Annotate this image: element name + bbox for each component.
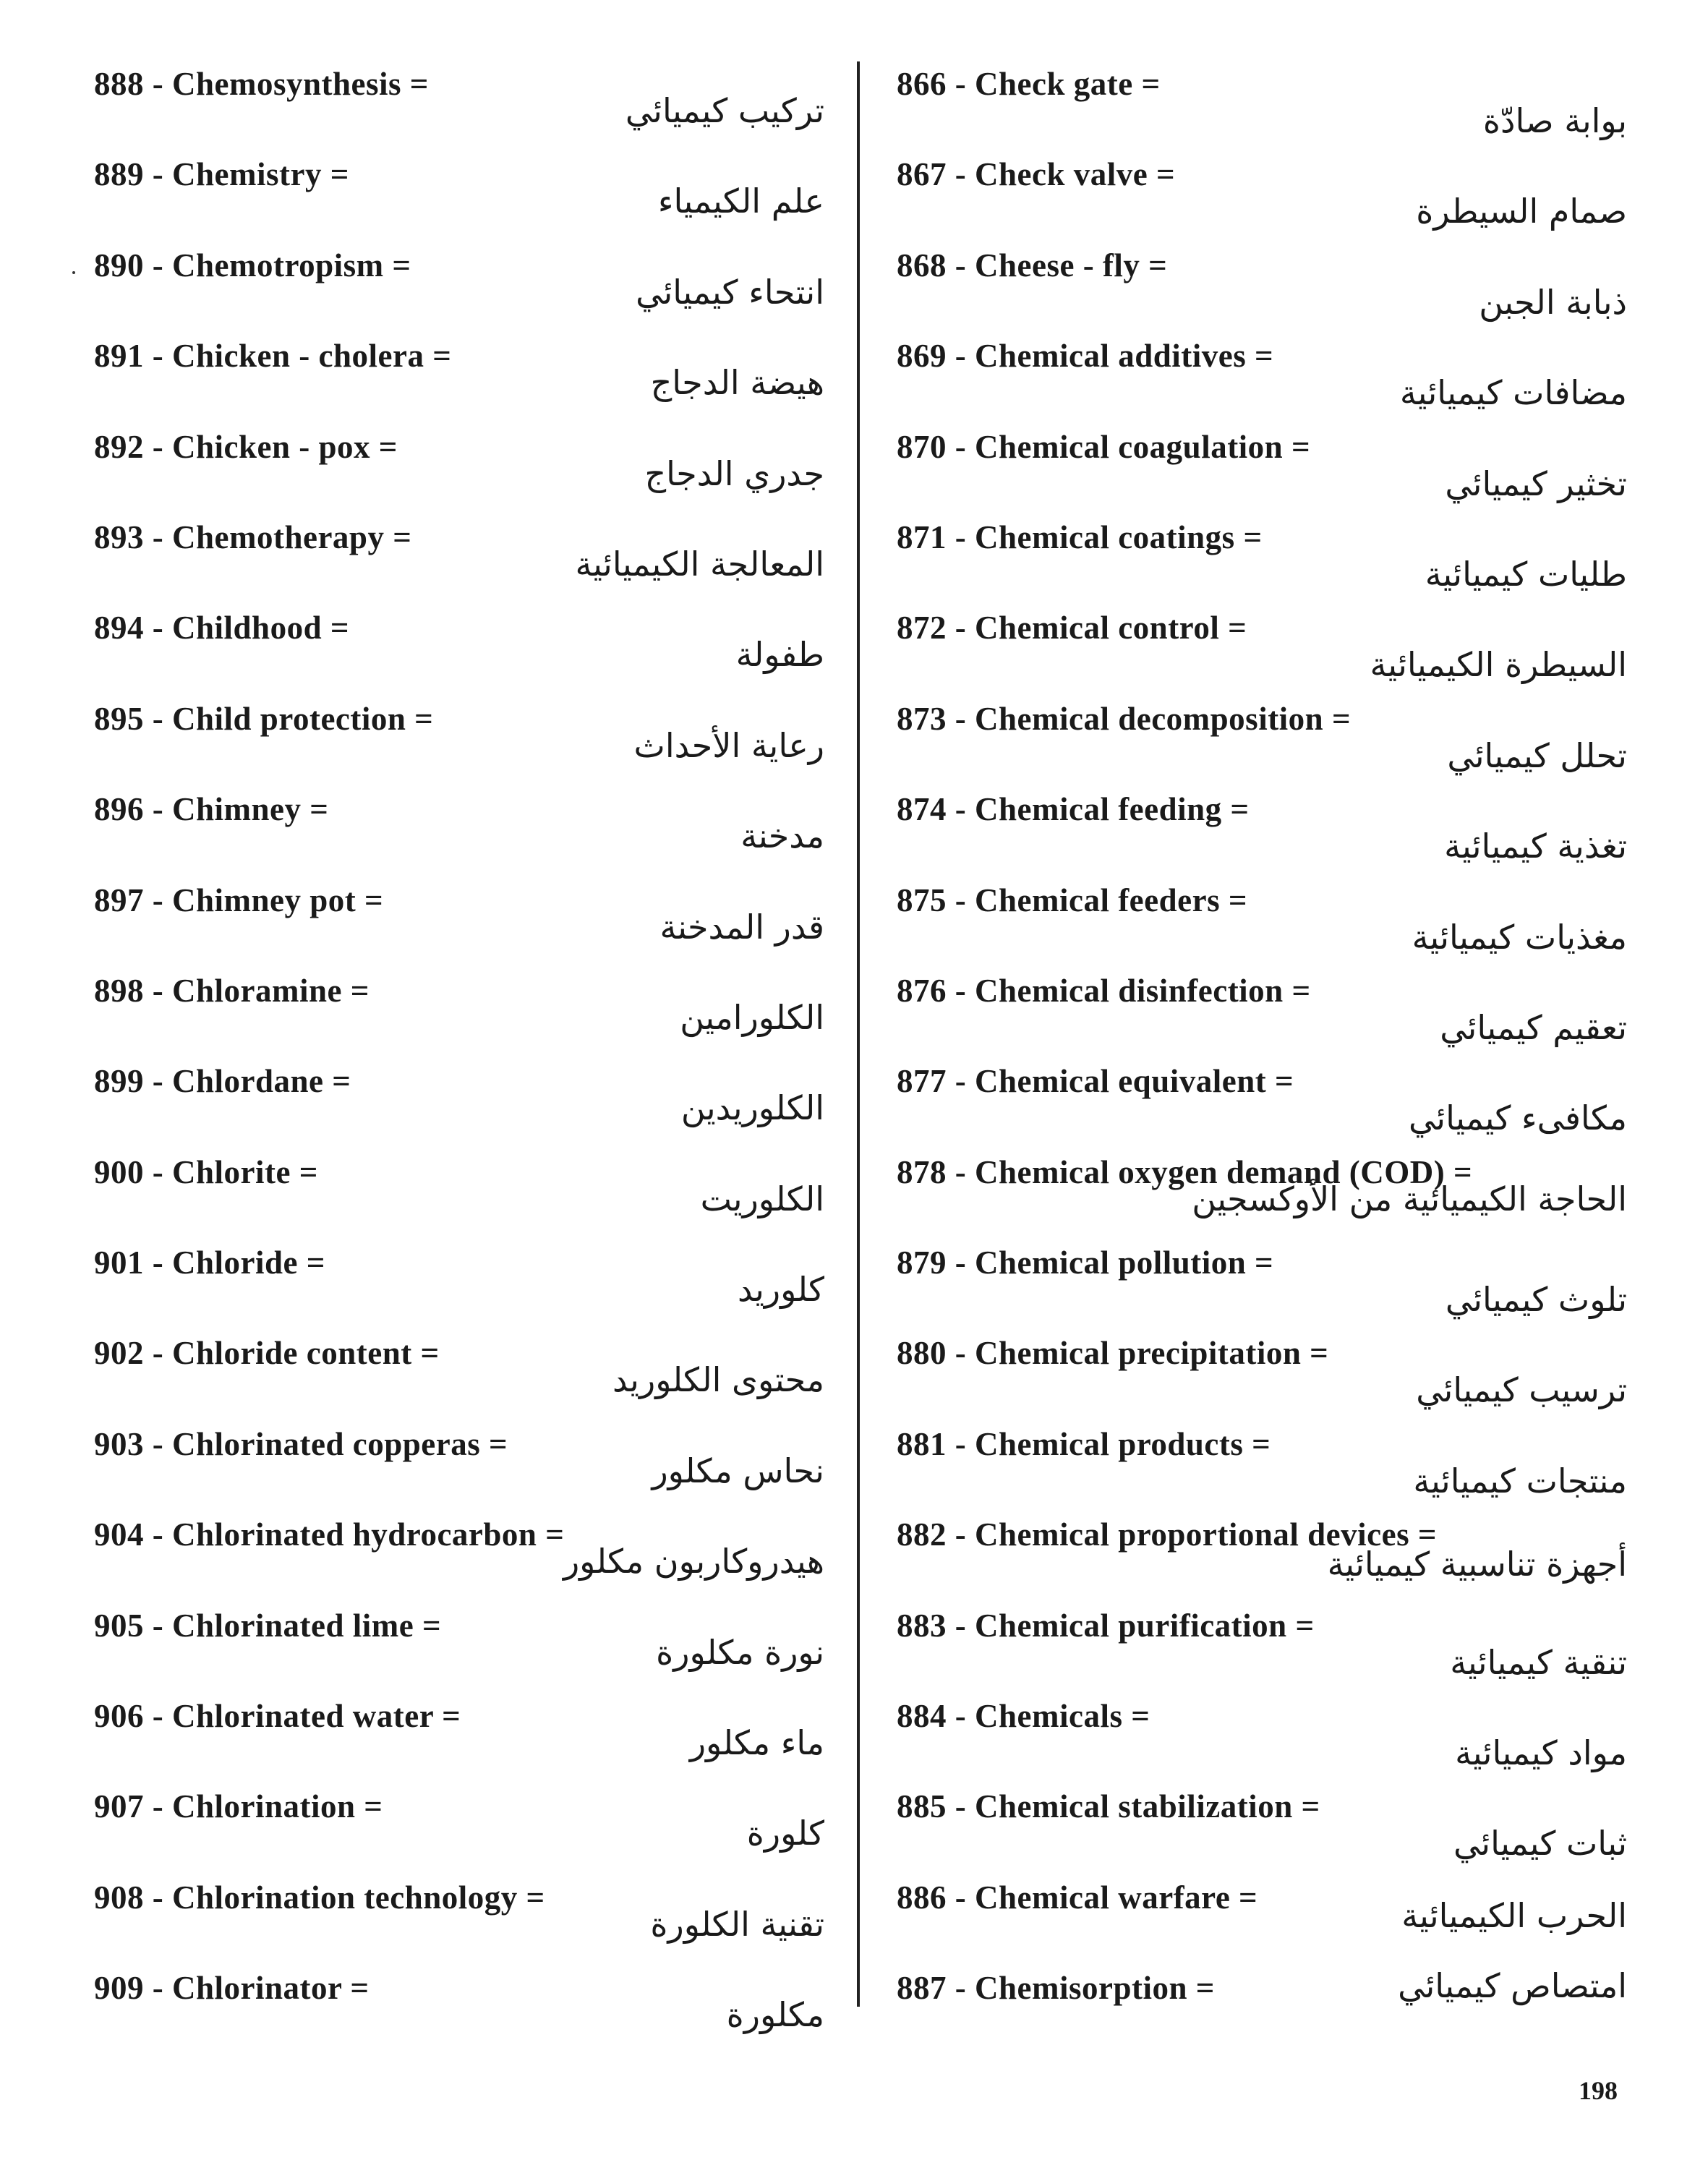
arabic-term: الكلورامين [680, 997, 824, 1037]
english-term: 872 - Chemical control = [897, 610, 1247, 646]
arabic-term: رعاية الأحداث [633, 725, 824, 765]
english-term: 869 - Chemical additives = [897, 338, 1274, 375]
glossary-entry [897, 155, 1627, 246]
arabic-term: مغذيات كيميائية [1412, 917, 1627, 957]
arabic-term: الكلوريت [700, 1179, 824, 1218]
right-column [897, 65, 1627, 2060]
arabic-term: مواد كيميائية [1455, 1733, 1627, 1773]
english-term: 866 - Check gate = [897, 66, 1161, 102]
page-number: 198 [1579, 2076, 1618, 2105]
glossary-entry [897, 518, 1627, 609]
english-term: 884 - Chemicals = [897, 1698, 1150, 1735]
english-term: 891 - Chicken - cholera = [94, 338, 452, 375]
glossary-entry [94, 518, 824, 609]
glossary-entry [897, 1153, 1627, 1244]
english-term: 871 - Chemical coatings = [897, 518, 1263, 555]
english-term: 881 - Chemical products = [897, 1425, 1271, 1462]
arabic-term: علم الكيمياء [657, 182, 824, 221]
arabic-term: السيطرة الكيميائية [1370, 645, 1627, 685]
arabic-term: هيدروكاربون مكلور [563, 1542, 824, 1581]
arabic-term: ذبابة الجبن [1479, 282, 1627, 322]
arabic-term: تقنية الكلورة [650, 1904, 824, 1944]
english-term: 875 - Chemical feeders = [897, 881, 1248, 918]
glossary-entry [94, 1516, 824, 1606]
glossary-entry [897, 1062, 1627, 1153]
glossary-entry [897, 1607, 1627, 1697]
arabic-term: تغذية كيميائية [1444, 827, 1627, 866]
arabic-term: انتحاء كيميائي [636, 272, 824, 312]
arabic-term: أجهزة تناسبية كيميائية [1327, 1545, 1627, 1584]
left-column [94, 65, 824, 2060]
glossary-entry [94, 700, 824, 790]
english-term: 898 - Chloramine = [94, 972, 370, 1009]
english-term: 892 - Chicken - pox = [94, 428, 398, 465]
english-term: 902 - Chloride content = [94, 1335, 440, 1372]
english-term: 899 - Chlordane = [94, 1063, 351, 1100]
english-term: 908 - Chlorination technology = [94, 1879, 545, 1916]
english-term: 868 - Cheese - fly = [897, 247, 1168, 283]
glossary-entry [94, 65, 824, 155]
arabic-term: ثبات كيميائي [1453, 1824, 1627, 1864]
english-term: 885 - Chemical stabilization = [897, 1788, 1320, 1825]
glossary-entry [897, 881, 1627, 972]
glossary-entry [897, 1879, 1627, 1969]
arabic-term: نحاس مكلور [652, 1451, 824, 1490]
arabic-term: الكلوريدين [680, 1088, 824, 1128]
arabic-term: نورة مكلورة [656, 1632, 824, 1672]
arabic-term: الحرب الكيميائية [1401, 1895, 1627, 1935]
english-term: 883 - Chemical purification = [897, 1607, 1315, 1644]
english-term: 893 - Chemotherapy = [94, 518, 412, 555]
glossary-entry [94, 1969, 824, 2059]
english-term: 909 - Chlorinator = [94, 1970, 370, 2007]
english-term: 873 - Chemical decomposition = [897, 700, 1352, 737]
arabic-term: تركيب كيميائي [625, 91, 824, 130]
english-term: 907 - Chlorination = [94, 1788, 383, 1825]
english-term: 876 - Chemical disinfection = [897, 972, 1311, 1009]
glossary-entry [94, 337, 824, 427]
english-term: 903 - Chlorinated copperas = [94, 1425, 508, 1462]
glossary-entry [897, 1425, 1627, 1516]
english-term: 878 - Chemical oxygen demand (COD) = [897, 1153, 1473, 1190]
glossary-entry [897, 1334, 1627, 1425]
english-term: 888 - Chemosynthesis = [94, 66, 429, 102]
arabic-term: طليات كيميائية [1425, 554, 1627, 594]
glossary-entry [94, 428, 824, 518]
arabic-term: كلورة [746, 1814, 824, 1853]
glossary-entry [897, 1788, 1627, 1878]
english-term: 897 - Chimney pot = [94, 881, 384, 918]
arabic-term: مضافات كيميائية [1399, 373, 1627, 413]
glossary-entry [94, 1607, 824, 1697]
glossary-entry [897, 428, 1627, 518]
glossary-entry [897, 1516, 1627, 1606]
glossary-entry [897, 1697, 1627, 1788]
glossary-entry [94, 247, 824, 337]
arabic-term: الحاجة الكيميائية من الأوكسجين [1192, 1179, 1627, 1218]
glossary-entry [94, 609, 824, 699]
arabic-term: صمام السيطرة [1416, 192, 1627, 231]
arabic-term: محتوى الكلوريد [612, 1360, 824, 1400]
glossary-entry [94, 1334, 824, 1425]
english-term: 894 - Childhood = [94, 610, 349, 646]
glossary-entry [94, 790, 824, 881]
english-term: 901 - Chloride = [94, 1245, 325, 1281]
english-term: 890 - Chemotropism = [94, 247, 411, 283]
arabic-term: المعالجة الكيميائية [575, 544, 824, 584]
english-term: 900 - Chlorite = [94, 1153, 318, 1190]
glossary-entry [94, 1153, 824, 1244]
english-term: 905 - Chlorinated lime = [94, 1607, 442, 1644]
glossary-entry [94, 155, 824, 246]
glossary-entry [94, 881, 824, 972]
english-term: 906 - Chlorinated water = [94, 1698, 461, 1735]
arabic-term: منتجات كيميائية [1413, 1461, 1627, 1501]
glossary-entry [94, 1062, 824, 1153]
glossary-entry [897, 972, 1627, 1062]
english-term: 896 - Chimney = [94, 791, 329, 828]
arabic-term: كلوريد [737, 1270, 824, 1310]
glossary-entry [94, 1879, 824, 1969]
glossary-entry [94, 1697, 824, 1788]
english-term: 867 - Check valve = [897, 156, 1176, 193]
glossary-entry [94, 972, 824, 1062]
glossary-entry [897, 790, 1627, 881]
arabic-term: مكافىء كيميائي [1408, 1098, 1627, 1138]
glossary-entry [897, 609, 1627, 699]
glossary-entry [897, 247, 1627, 337]
glossary-entry [897, 65, 1627, 155]
glossary-entry [897, 1966, 1627, 2059]
english-term: 870 - Chemical coagulation = [897, 428, 1311, 465]
arabic-term: مدخنة [740, 816, 824, 856]
arabic-term: ماء مكلور [689, 1723, 824, 1763]
arabic-term: تعقيم كيميائي [1440, 1007, 1627, 1047]
english-term: 877 - Chemical equivalent = [897, 1063, 1294, 1100]
english-term: 889 - Chemistry = [94, 156, 349, 193]
english-term: 874 - Chemical feeding = [897, 791, 1250, 828]
arabic-term: هيضة الدجاج [650, 363, 824, 403]
arabic-term: تلوث كيميائي [1445, 1280, 1627, 1320]
column-divider [857, 61, 860, 2007]
english-term: 904 - Chlorinated hydrocarbon = [94, 1516, 565, 1553]
glossary-entry [94, 1425, 824, 1516]
arabic-term: طفولة [735, 635, 824, 675]
arabic-term: تحلل كيميائي [1447, 735, 1627, 775]
glossary-entry [897, 700, 1627, 790]
english-term: 879 - Chemical pollution = [897, 1245, 1274, 1281]
arabic-term: مكلورة [726, 1995, 824, 2035]
scan-speck [72, 271, 75, 274]
english-term: 882 - Chemical proportional devices = [897, 1516, 1438, 1553]
arabic-term: تخثير كيميائي [1445, 464, 1627, 503]
arabic-term: تنقية كيميائية [1450, 1642, 1627, 1682]
arabic-term: امتصاص كيميائي [1398, 1966, 1627, 2006]
glossary-entry [94, 1788, 824, 1878]
arabic-term: جدري الدجاج [644, 453, 824, 493]
arabic-term: قدر المدخنة [659, 907, 824, 947]
glossary-entry [94, 1244, 824, 1334]
english-term: 887 - Chemisorption = [897, 1970, 1215, 2007]
glossary-entry [897, 337, 1627, 427]
english-term: 886 - Chemical warfare = [897, 1879, 1258, 1916]
glossary-entry [897, 1244, 1627, 1334]
english-term: 895 - Child protection = [94, 700, 434, 737]
arabic-term: بوابة صادّة [1482, 101, 1627, 140]
arabic-term: ترسيب كيميائي [1416, 1370, 1627, 1410]
english-term: 880 - Chemical precipitation = [897, 1335, 1329, 1372]
